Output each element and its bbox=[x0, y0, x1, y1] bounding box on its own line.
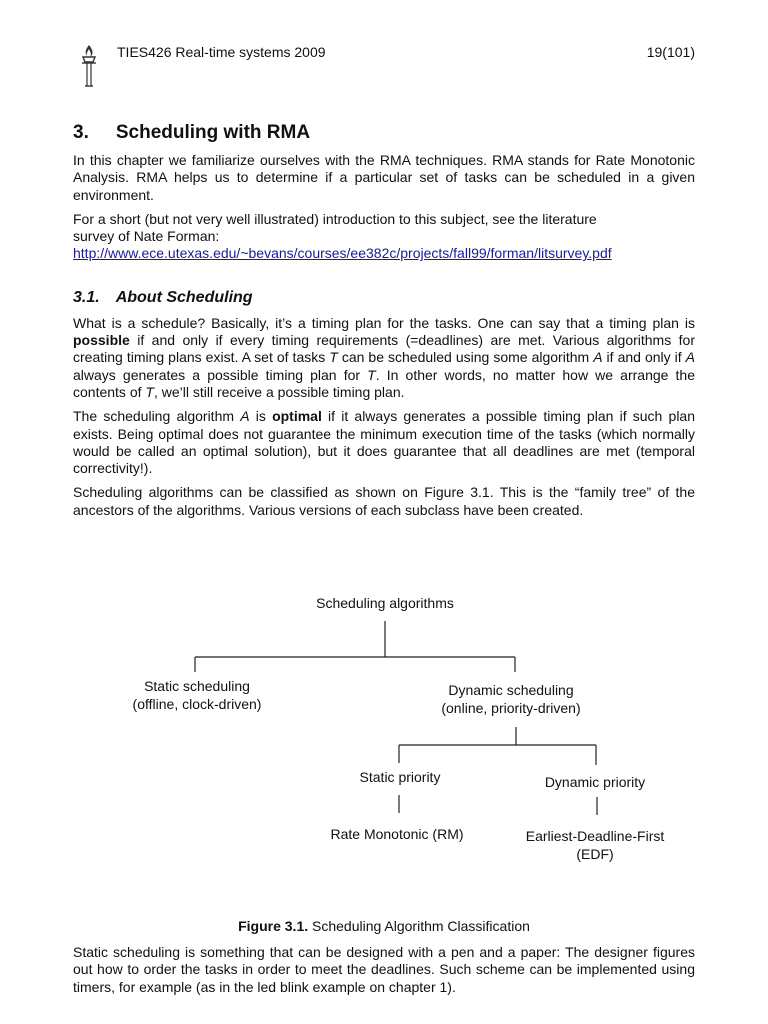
chapter-title: Scheduling with RMA bbox=[115, 122, 311, 143]
torch-logo-icon bbox=[76, 42, 102, 90]
figure-caption-text: Scheduling Algorithm Classification bbox=[308, 918, 530, 934]
node-static-scheduling bbox=[133, 677, 262, 713]
term-optimal: optimal bbox=[272, 408, 322, 425]
text-run: What is a schedule? Basically, it’s a timing plan for the tasks. One can say that a timing plan is bbox=[73, 314, 695, 331]
var-a: A bbox=[593, 349, 603, 366]
main-content bbox=[73, 122, 695, 526]
node-line: (EDF) bbox=[576, 846, 614, 862]
chapter-heading bbox=[73, 122, 695, 144]
node-line: (online, priority-driven) bbox=[441, 700, 581, 716]
figure-caption bbox=[0, 918, 768, 934]
chapter-number: 3. bbox=[73, 122, 89, 143]
trailing-content bbox=[73, 944, 695, 1003]
node-line: Dynamic scheduling bbox=[448, 682, 574, 698]
node-dynamic-scheduling bbox=[441, 681, 580, 717]
figure-label: Figure 3.1. bbox=[238, 918, 309, 934]
classification-paragraph: Scheduling algorithms can be classified as shown on Figure 3.1. This is the “family tree” of the ancestors of the algorithms. Various versions of each subclass have been created. bbox=[73, 484, 695, 518]
term-possible: possible bbox=[73, 332, 130, 349]
node-line: Earliest-Deadline-First bbox=[525, 828, 665, 844]
node-line: Static scheduling bbox=[144, 678, 250, 694]
text-run: can be scheduled using some algorithm bbox=[337, 349, 594, 366]
text-run: The scheduling algorithm bbox=[73, 408, 241, 425]
running-header-title: TIES426 Real-time systems 2009 bbox=[117, 44, 326, 60]
intro-paragraph: In this chapter we familiarize ourselves with the RMA techniques. RMA stands for Rate Monotonic Analysis. RMA helps us to determine if a particular set of tasks can be scheduled in a given environment. bbox=[73, 152, 695, 203]
classification-diagram bbox=[0, 585, 768, 875]
section-title: About Scheduling bbox=[115, 288, 253, 306]
text-run: if and only if every timing requirements (=deadlines) are met. Various algorithms for creating timing plans exist. A set of tasks bbox=[73, 332, 695, 366]
node-scheduling-algorithms: Scheduling algorithms bbox=[316, 595, 454, 611]
text-run: if it always generates a possible timing plan if such plan exists. Being optimal does not guarantee the minimum execution time of the tasks (which normally would be called an optimal solution), but it does guarantee that all deadlines are met (temporal correctivity!). bbox=[73, 408, 696, 477]
node-edf bbox=[526, 827, 664, 863]
literature-survey-link[interactable]: http://www.ece.utexas.edu/~bevans/courses/ee382c/projects/fall99/forman/litsurvey.pdf bbox=[73, 245, 612, 262]
schedule-definition-paragraph bbox=[73, 315, 695, 401]
optimal-paragraph bbox=[73, 408, 695, 477]
section-number: 3.1. bbox=[73, 288, 100, 306]
text-run: . In other words, no matter how we arrange the contents of bbox=[73, 366, 696, 400]
var-t: T bbox=[329, 349, 338, 366]
node-dynamic-priority: Dynamic priority bbox=[544, 774, 646, 790]
text-run: if and only if bbox=[602, 349, 686, 366]
text-run: always generates a possible timing plan for bbox=[73, 366, 368, 383]
node-line: (offline, clock-driven) bbox=[132, 696, 262, 712]
static-scheduling-paragraph: Static scheduling is something that can be designed with a pen and a paper: The designer figures out how to order the tasks in order to meet the deadlines. Such scheme can be implemented using timers, for example (as in the led blink example on chapter 1). bbox=[73, 944, 695, 995]
reference-paragraph bbox=[73, 211, 695, 263]
page-number: 19(101) bbox=[646, 44, 695, 60]
var-a: A bbox=[240, 408, 250, 425]
reference-line-1: For a short (but not very well illustrated) introduction to this subject, see the literature bbox=[73, 210, 597, 227]
node-static-priority: Static priority bbox=[359, 769, 441, 785]
var-t: T bbox=[145, 383, 154, 400]
var-a: A bbox=[685, 349, 695, 366]
node-rate-monotonic: Rate Monotonic (RM) bbox=[330, 826, 464, 842]
section-heading bbox=[73, 289, 695, 307]
text-run: , we’ll still receive a possible timing plan. bbox=[153, 383, 405, 400]
var-t: T bbox=[367, 366, 376, 383]
text-run: is bbox=[249, 408, 273, 425]
reference-line-2: survey of Nate Forman: bbox=[73, 228, 220, 245]
